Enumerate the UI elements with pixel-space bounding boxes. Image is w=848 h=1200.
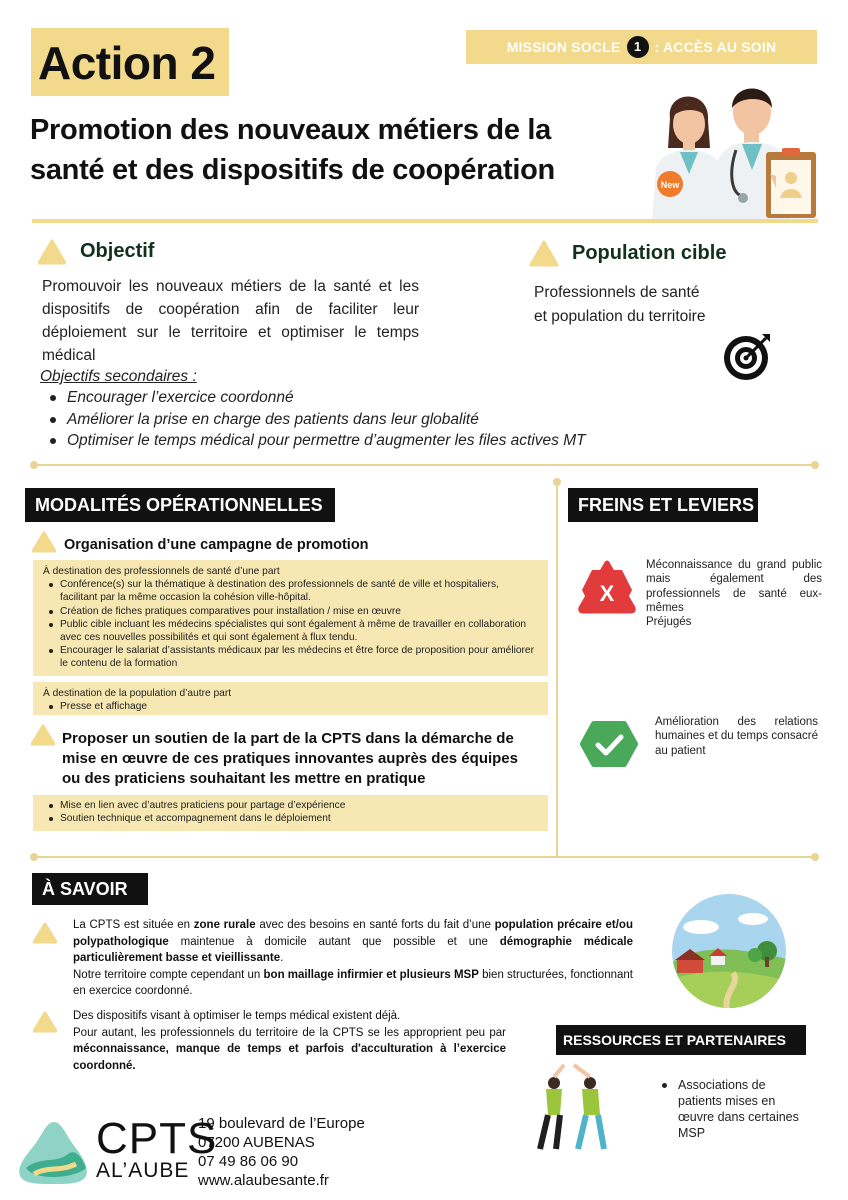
vertical-divider: [556, 484, 558, 856]
text-run-bold: population précaire et/ou polypathologique: [73, 919, 633, 948]
address-line-2: 07200 AUBENAS: [198, 1134, 315, 1151]
population-heading: Population cible: [572, 242, 727, 264]
mission-suffix: : ACCÈS AU SOIN: [654, 39, 777, 55]
secondary-title: Objectifs secondaires :: [40, 368, 197, 385]
new-badge-label: New: [660, 180, 680, 190]
website-link[interactable]: www.alaubesante.fr: [198, 1172, 329, 1189]
text-run: Pour autant, les professionnels du territoire de la CPTS se les approprient peu par: [73, 1026, 506, 1039]
objectif-triangle-icon: [38, 239, 66, 265]
list-item: Soutien technique et accompagnement dans le déploiement: [43, 812, 539, 825]
doctors-illustration: [648, 78, 820, 220]
campaign-population-box: [33, 682, 548, 715]
text-run-bold: méconnaissance, manque de temps et parfois d'acculturation à l’exercice coordonné.: [73, 1043, 506, 1072]
list-item: Création de fiches pratiques comparatives pour installation / mise en œuvre: [43, 605, 539, 618]
campaign-professionals-box: [33, 560, 548, 676]
rural-landscape-illustration: [671, 893, 787, 1009]
objectif-heading: Objectif: [80, 240, 155, 262]
text-run: maintenue à domicile autant que possible et une: [168, 935, 500, 948]
mission-banner: [466, 30, 817, 64]
divider-line: [36, 856, 814, 858]
page-title-line2: santé et des dispositifs de coopération: [30, 154, 555, 186]
list-item: Encourager le salariat d’assistants médicaux par les médecins et être force de proposition pour améliorer le contenu de la formation: [43, 644, 539, 670]
campaign-triangle-icon: [32, 531, 56, 553]
address-line-1: 19 boulevard de l’Europe: [198, 1115, 365, 1132]
modalites-heading: MODALITÉS OPÉRATIONNELLES: [25, 488, 335, 522]
page-title: [30, 110, 670, 190]
divider-line: [36, 464, 814, 466]
title-rule: [32, 219, 818, 223]
cpts-logo-subtitle: AL’AUBE: [96, 1159, 190, 1182]
support-box: [33, 795, 548, 831]
mission-label: MISSION SOCLE: [506, 39, 621, 55]
frein-x-label: X: [599, 581, 615, 606]
list-item: Public cible incluant les médecins spécialistes qui sont également à même de travailler en collaboration avec ces nouvelles possibilités et qui sont également à flux tendu.: [43, 618, 539, 644]
levier-check-icon: [580, 718, 638, 770]
text-run: bien structurées, fonctionnant en exercice coordonné.: [73, 968, 633, 998]
support-title: Proposer un soutien de la part de la CPTS dans la démarche de mise en œuvre de ces pratiques innovantes auprès des équipes ou des praticiens souhaitant les mettre en pratique: [62, 730, 518, 787]
text-run: .: [280, 952, 284, 965]
objectif-text: Promouvoir les nouveaux métiers de la santé et les dispositifs de coopération afin de faciliter leur déploiement sur le territoire et optimiser le temps médical: [42, 278, 419, 364]
savoir-triangle-icon-2: [33, 1011, 57, 1033]
list-item: Optimiser le temps médical pour permettre d’augmenter les files actives MT: [48, 430, 748, 452]
list-item: Mise en lien avec d’autres praticiens pour partage d’expérience: [43, 799, 539, 812]
list-item: Encourager l’exercice coordonné: [48, 387, 748, 409]
savoir-heading: À SAVOIR: [32, 873, 148, 905]
text-run: Notre territoire compte cependant un: [73, 968, 264, 981]
savoir-paragraph-1: [73, 917, 633, 1000]
mission-number: 1: [627, 36, 649, 58]
contact-block: [198, 1114, 365, 1190]
text-run-bold: zone rurale: [193, 919, 256, 931]
text-run-bold: démographie médicale particulièrement basse et vieillissante: [73, 935, 633, 965]
freins-heading: FREINS ET LEVIERS: [568, 488, 758, 522]
list-item: Associations de patients mises en œuvre dans certaines MSP: [662, 1077, 802, 1141]
divider-dot: [811, 461, 819, 469]
cpts-logo-text: CPTS: [96, 1114, 218, 1163]
support-triangle-icon: [31, 724, 55, 746]
action-title: Action 2: [38, 37, 216, 89]
divider-dot: [811, 853, 819, 861]
target-icon: [722, 330, 774, 382]
secondary-list: [48, 387, 748, 452]
ressources-list: [662, 1077, 802, 1141]
list-item: Presse et affichage: [43, 700, 539, 713]
text-run: La CPTS est située en: [73, 919, 194, 931]
population-line2: et population du territoire: [534, 308, 706, 325]
cpts-logo-icon: [16, 1118, 92, 1186]
savoir-triangle-icon: [33, 922, 57, 944]
phone: 07 49 86 06 90: [198, 1153, 299, 1170]
levier-text: Amélioration des relations humaines et du temps consacré au patient: [655, 716, 819, 757]
ressources-heading: RESSOURCES ET PARTENAIRES: [556, 1025, 806, 1055]
frein-text: [646, 558, 822, 629]
page-title-line1: Promotion des nouveaux métiers de la: [30, 114, 552, 146]
population-text: [534, 281, 734, 329]
list-item: Améliorer la prise en charge des patients dans leur globalité: [48, 409, 748, 431]
text-run: Des dispositifs visant à optimiser le temps médical existent déjà.: [73, 1010, 401, 1022]
text-run: avec des besoins en santé forts du fait d’une: [255, 919, 495, 931]
campaign-title: Organisation d’une campagne de promotion: [64, 537, 369, 553]
list-item: Conférence(s) sur la thématique à destination des professionnels de santé de ville et hospitaliers, facilitant par la même occasion la cohésion ville-hôpital.: [43, 578, 539, 604]
savoir-paragraph-2: [73, 1008, 506, 1074]
frein-text-main: Méconnaissance du grand public mais également des professionnels de santé eux-mêmes: [646, 559, 822, 614]
population-triangle-icon: [529, 240, 559, 267]
frein-text-second: Préjugés: [646, 616, 692, 629]
text-run-bold: bon maillage infirmier et plusieurs MSP: [263, 968, 479, 981]
partners-illustration: [530, 1063, 620, 1153]
frein-x-icon: [578, 560, 636, 614]
population-line1: Professionnels de santé: [534, 284, 700, 301]
box-intro: À destination des professionnels de santé d’une part: [43, 566, 280, 577]
box-intro: À destination de la population d’autre part: [43, 688, 232, 699]
